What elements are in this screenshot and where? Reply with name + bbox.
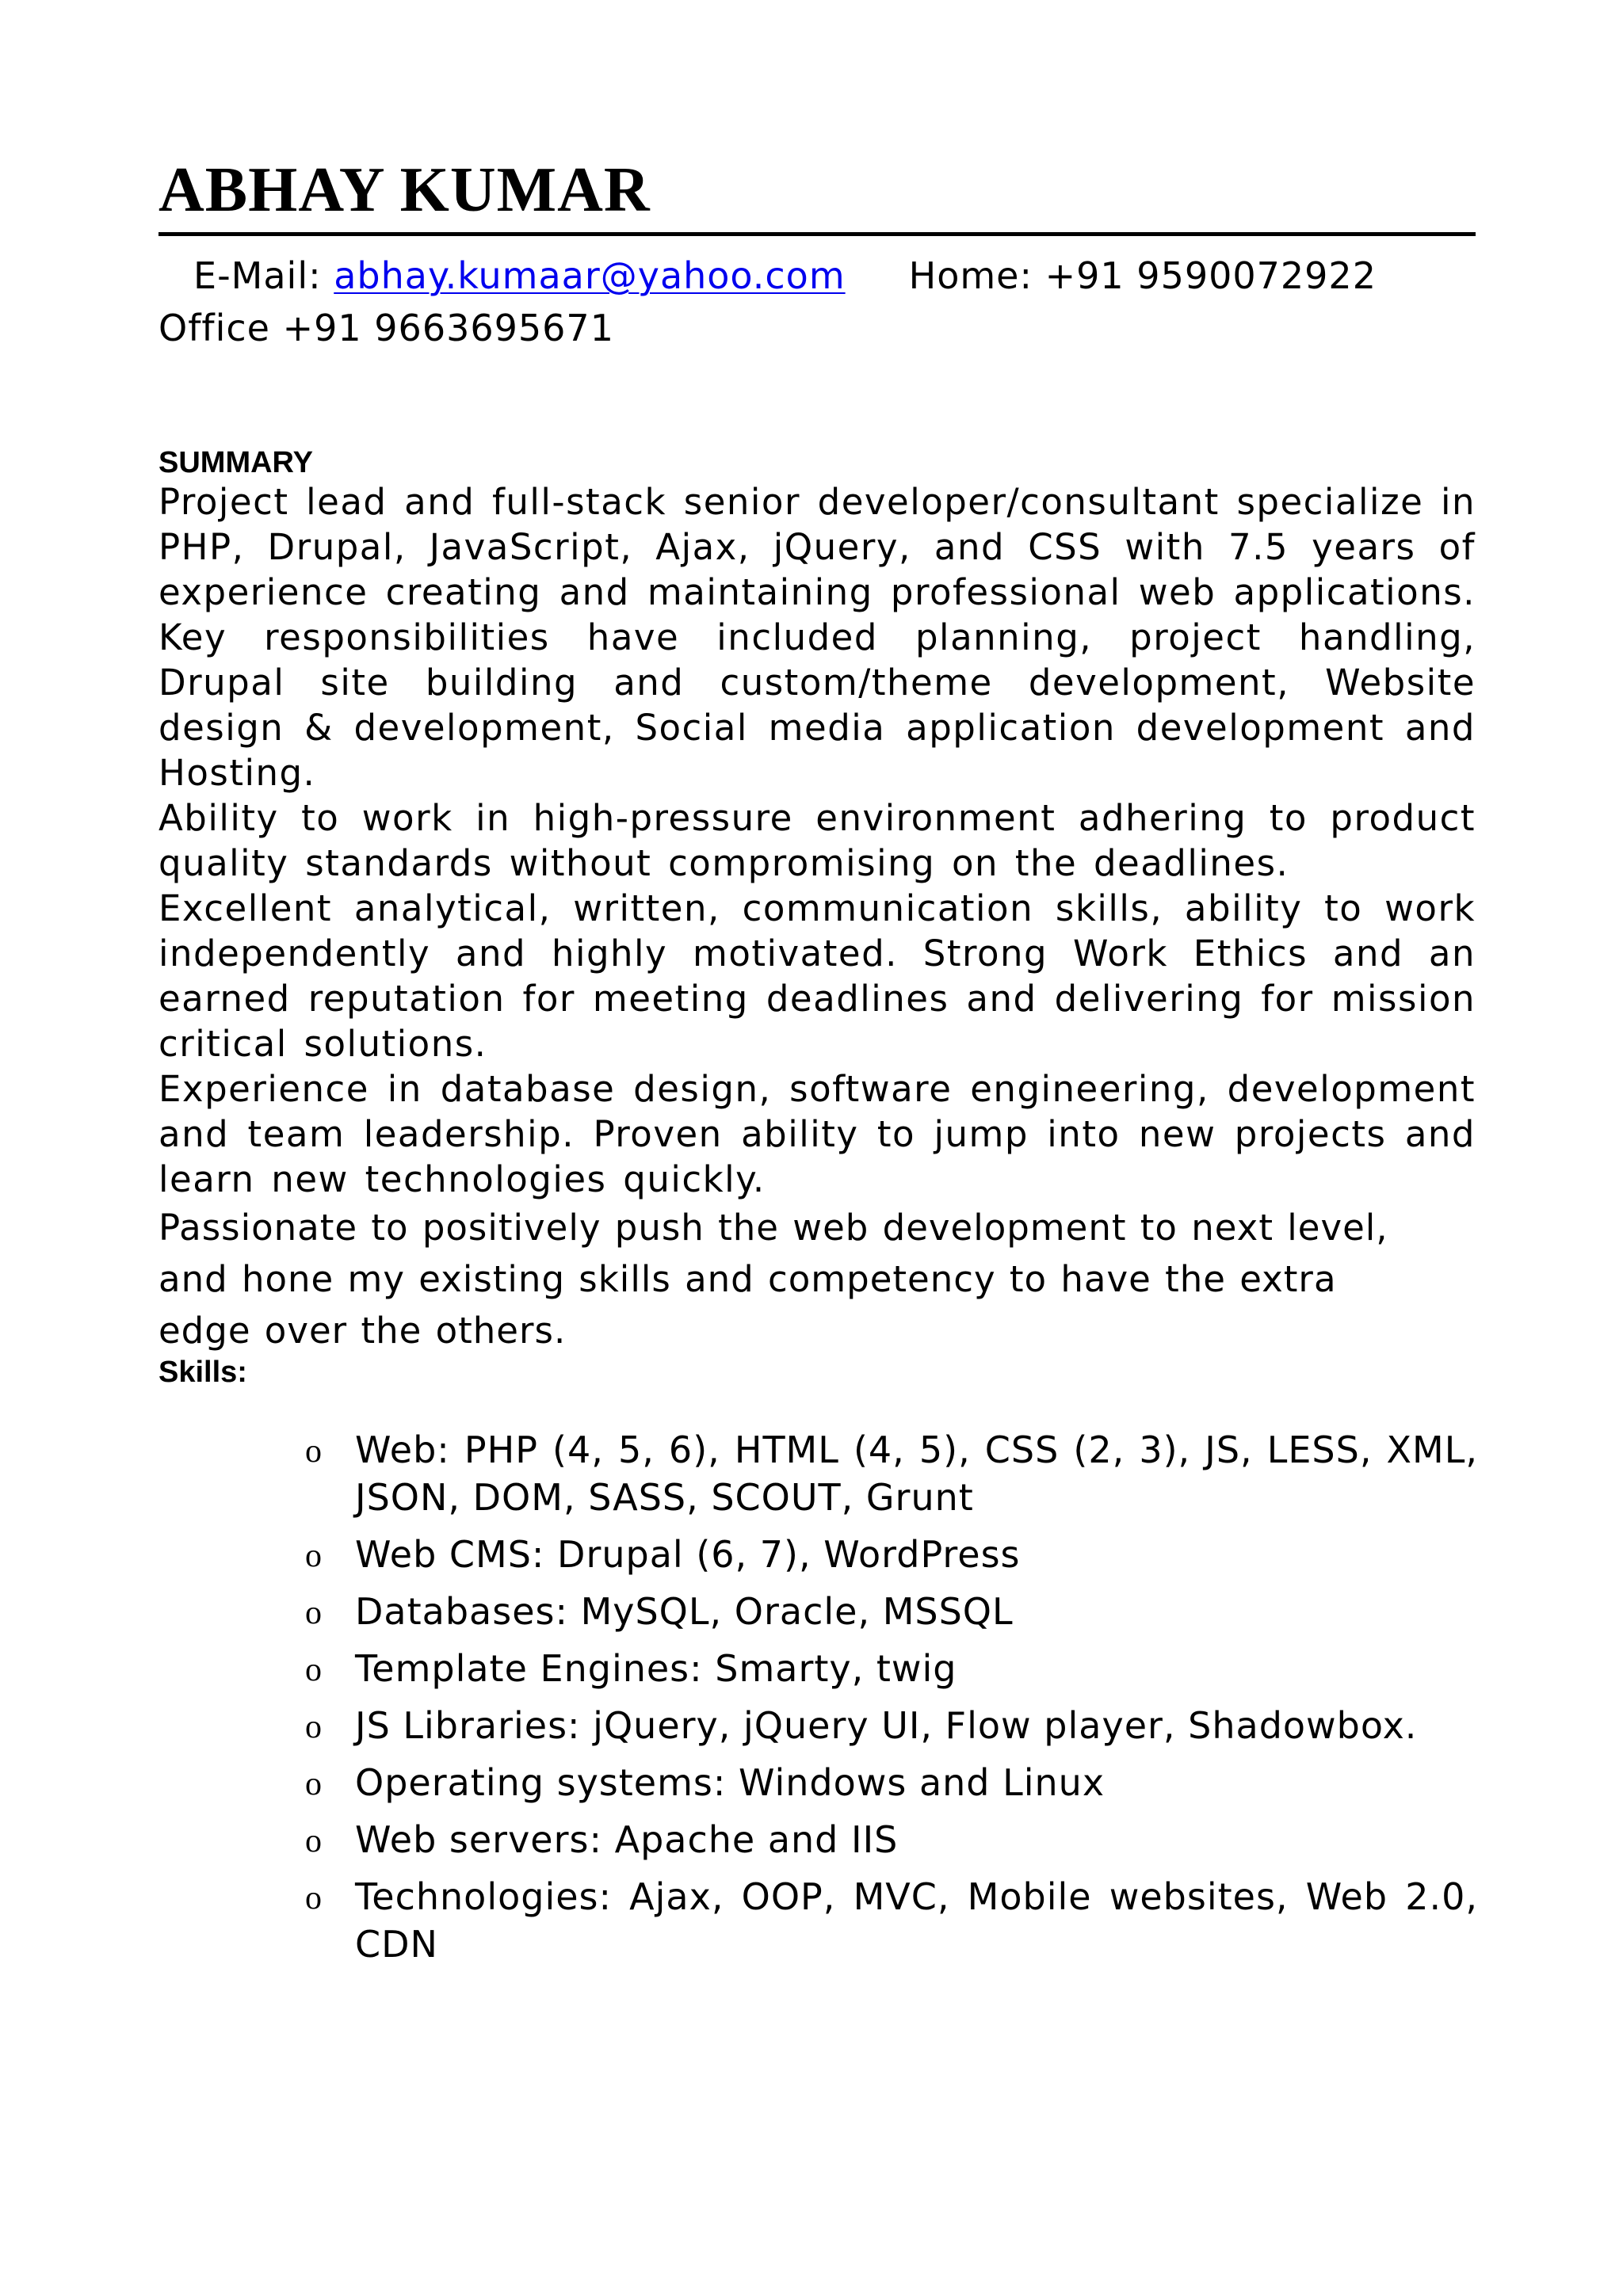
bullet-icon: o [305,1538,323,1574]
summary-heading: SUMMARY [158,446,313,479]
skill-text: Template Engines: Smarty, twig [355,1647,957,1690]
name-divider [158,232,1476,236]
list-item [305,1426,1478,1521]
skill-text: Web CMS: Drupal (6, 7), WordPress [355,1533,1021,1576]
skill-text: Web: PHP (4, 5, 6), HTML (4, 5), CSS (2, 3), JS, LESS, XML, JSON, DOM, SASS, SCOUT, Grunt [355,1428,1478,1519]
skill-text: Databases: MySQL, Oracle, MSSQL [355,1590,1014,1633]
office-phone: Office +91 9663695671 [158,307,614,349]
home-phone: Home: +91 9590072922 [908,254,1377,297]
skill-text: Web servers: Apache and IIS [355,1818,899,1861]
skills-list [305,1426,1478,1978]
skill-text: Operating systems: Windows and Linux [355,1761,1106,1804]
bullet-icon: o [305,1709,323,1745]
summary-paragraph: Ability to work in high-pressure environment adhering to product quality standards without compromising on the deadlines. [158,797,1476,884]
list-item [305,1759,1478,1806]
skill-text: JS Libraries: jQuery, jQuery UI, Flow player, Shadowbox. [355,1704,1418,1747]
list-item [305,1645,1478,1692]
summary-paragraph: Excellent analytical, written, communication skills, ability to work independently and highly motivated. Strong Work Ethics and an earned reputation for meeting deadlines and delivering for mission critical solutions. [158,887,1476,1065]
list-item [305,1816,1478,1863]
list-item [305,1588,1478,1635]
bullet-icon: o [305,1880,323,1917]
summary-paragraph: Project lead and full-stack senior developer/consultant specialize in PHP, Drupal, JavaScript, Ajax, jQuery, and CSS with 7.5 years of experience creating and maintaining professional web applications. Key responsibilities have included planning, project handling, Drupal site building and custom/theme development, Website design & development, Social media application development and Hosting. [158,481,1476,794]
list-item [305,1531,1478,1578]
candidate-name: ABHAY KUMAR [158,155,651,225]
list-item [305,1702,1478,1749]
bullet-icon: o [305,1595,323,1631]
bullet-icon: o [305,1433,323,1470]
bullet-icon: o [305,1766,323,1802]
bullet-icon: o [305,1652,323,1688]
skill-text: Technologies: Ajax, OOP, MVC, Mobile websites, Web 2.0, CDN [355,1875,1478,1966]
summary-section [158,479,1476,1356]
summary-paragraph: Experience in database design, software engineering, development and team leadership. Proven ability to jump into new projects and learn new technologies quickly. [158,1068,1476,1200]
contact-line [193,250,1377,302]
skills-heading: Skills: [158,1356,247,1389]
list-item [305,1873,1478,1968]
email-label: E-Mail: [193,254,334,297]
summary-paragraph: Passionate to positively push the web development to next level, and hone my existing skills and competency to have the extra edge over the others. [158,1207,1388,1352]
email-link[interactable]: abhay.kumaar@yahoo.com [334,254,846,297]
bullet-icon: o [305,1823,323,1859]
